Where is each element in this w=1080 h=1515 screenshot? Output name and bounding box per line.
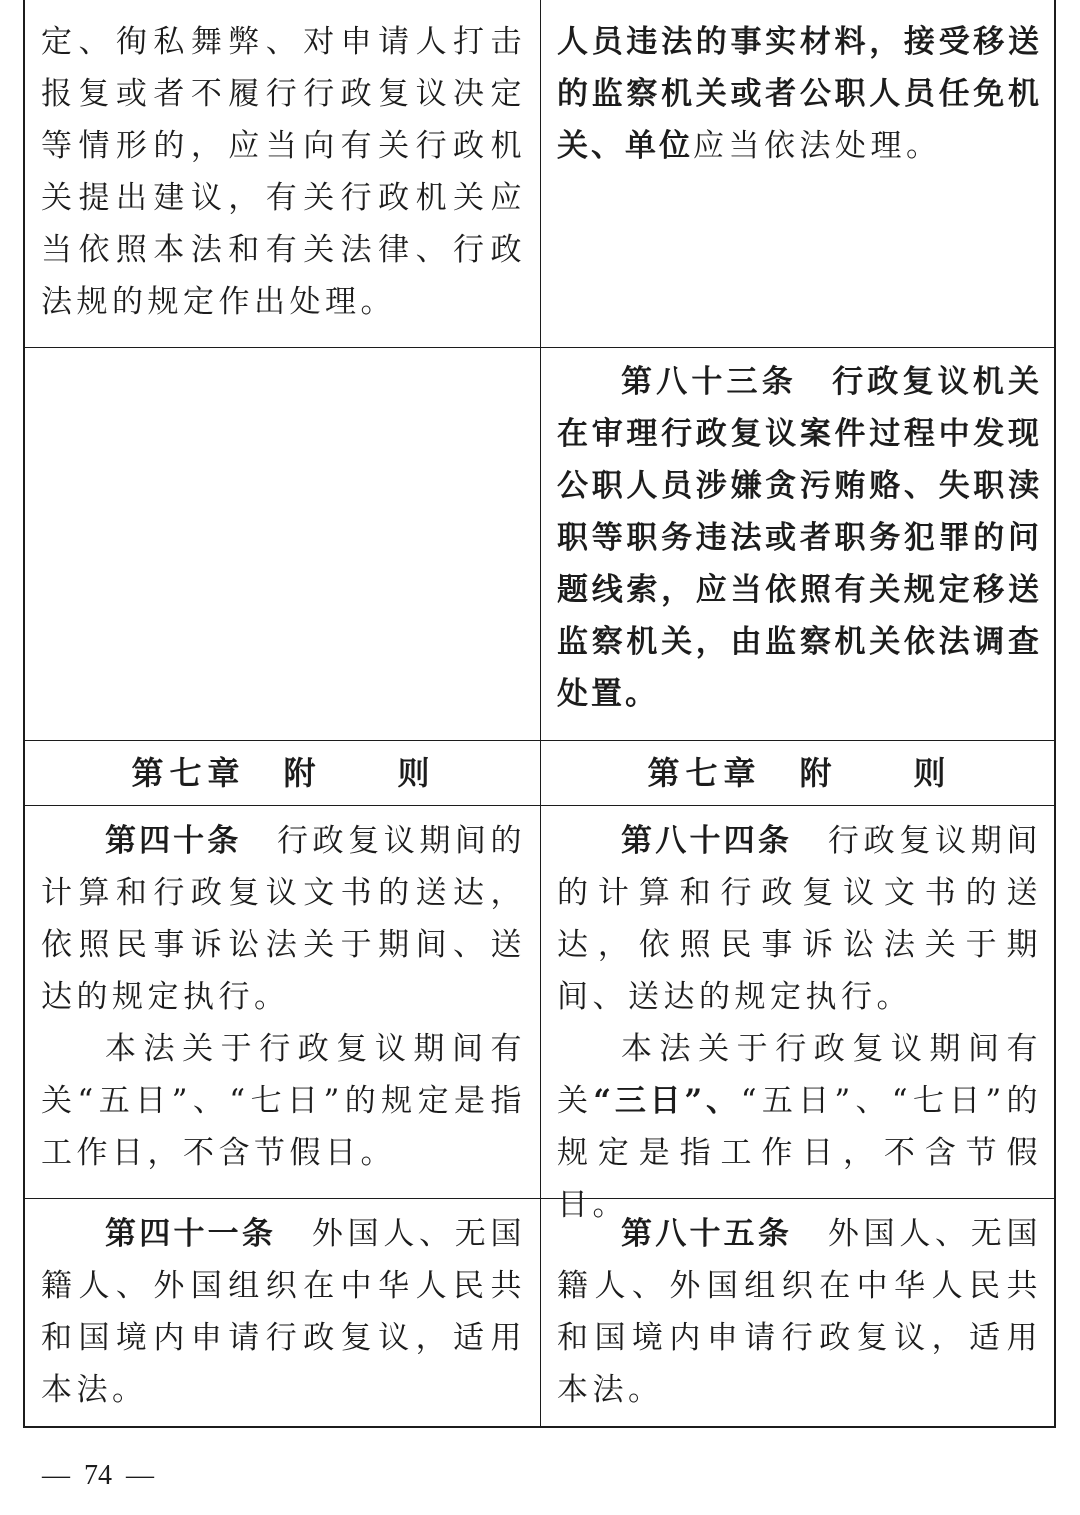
comparison-table bbox=[23, 0, 1056, 1428]
old-law-cell bbox=[25, 0, 540, 347]
article-40-p2: 本法关于行政复议期间有关“五日”、“七日”的规定是指工作日，不含节假日。 bbox=[41, 1031, 526, 1171]
article-40-title: 第四十条 bbox=[105, 823, 242, 859]
article-41-text: 第四十一条 外国人、无国籍人、外国组织在中华人民共和国境内申请行政复议，适用本法。 bbox=[41, 1216, 527, 1408]
new-law-text: 人员违法的事实材料，接受移送的监察机关或者公职人员任免机关、单位应当依法处理。 bbox=[557, 24, 1042, 164]
chapter-row bbox=[25, 741, 1054, 806]
old-law-text: 定、徇私舞弊、对申请人打击报复或者不履行行政复议决定等情形的，应当向有关行政机关提出建议，有关行政机关应当依照本法和有关法律、行政法规的规定作出处理。 bbox=[41, 24, 526, 320]
new-law-cell bbox=[541, 348, 1054, 740]
article-85-text: 第八十五条 外国人、无国籍人、外国组织在中华人民共和国境内申请行政复议，适用本法。 bbox=[557, 1216, 1043, 1408]
article-84-title: 第八十四条 bbox=[621, 823, 793, 859]
old-law-cell bbox=[25, 1199, 540, 1428]
article-85-title: 第八十五条 bbox=[621, 1216, 793, 1252]
table-row bbox=[25, 0, 1054, 348]
table-row bbox=[25, 1199, 1054, 1428]
old-law-cell-empty bbox=[25, 348, 540, 740]
old-chapter-cell bbox=[25, 741, 540, 805]
new-law-cell bbox=[541, 806, 1054, 1223]
article-84-p1: 第八十四条 行政复议期间的计算和行政复议文书的送达，依照民事诉讼法关于期间、送达的规定执行。 bbox=[557, 823, 1043, 1015]
table-row bbox=[25, 806, 1054, 1223]
new-law-bold-text: 人员违法的事实材料，接受移送的监察机关或者公职人员任免机关、单位 bbox=[557, 24, 1042, 164]
old-law-cell bbox=[25, 806, 540, 1198]
chapter-heading-old: 第七章 附 则 bbox=[131, 754, 436, 792]
table-row bbox=[25, 348, 1054, 741]
article-84-p2: 本法关于行政复议期间有关“三日”、“五日”、“七日”的规定是指工作日，不含节假日。 bbox=[557, 1031, 1042, 1223]
page-number: — 74 — bbox=[42, 1460, 154, 1491]
new-chapter-cell bbox=[541, 741, 1054, 805]
article-41-title: 第四十一条 bbox=[105, 1216, 277, 1252]
new-law-cell bbox=[541, 1199, 1054, 1428]
new-law-cell bbox=[541, 0, 1054, 347]
added-three-days-text: “三日”、 bbox=[593, 1083, 741, 1119]
article-83-text: 第八十三条 行政复议机关在审理行政复议案件过程中发现公职人员涉嫌贪污贿赂、失职渎职等职务违法或者职务犯罪的问题线索，应当依照有关规定移送监察机关，由监察机关依法调查处置。 bbox=[557, 364, 1042, 712]
chapter-heading-new: 第七章 附 则 bbox=[647, 754, 952, 792]
article-40-p1: 第四十条 行政复议期间的计算和行政复议文书的送达，依照民事诉讼法关于期间、送达的规定执行。 bbox=[41, 823, 527, 1015]
